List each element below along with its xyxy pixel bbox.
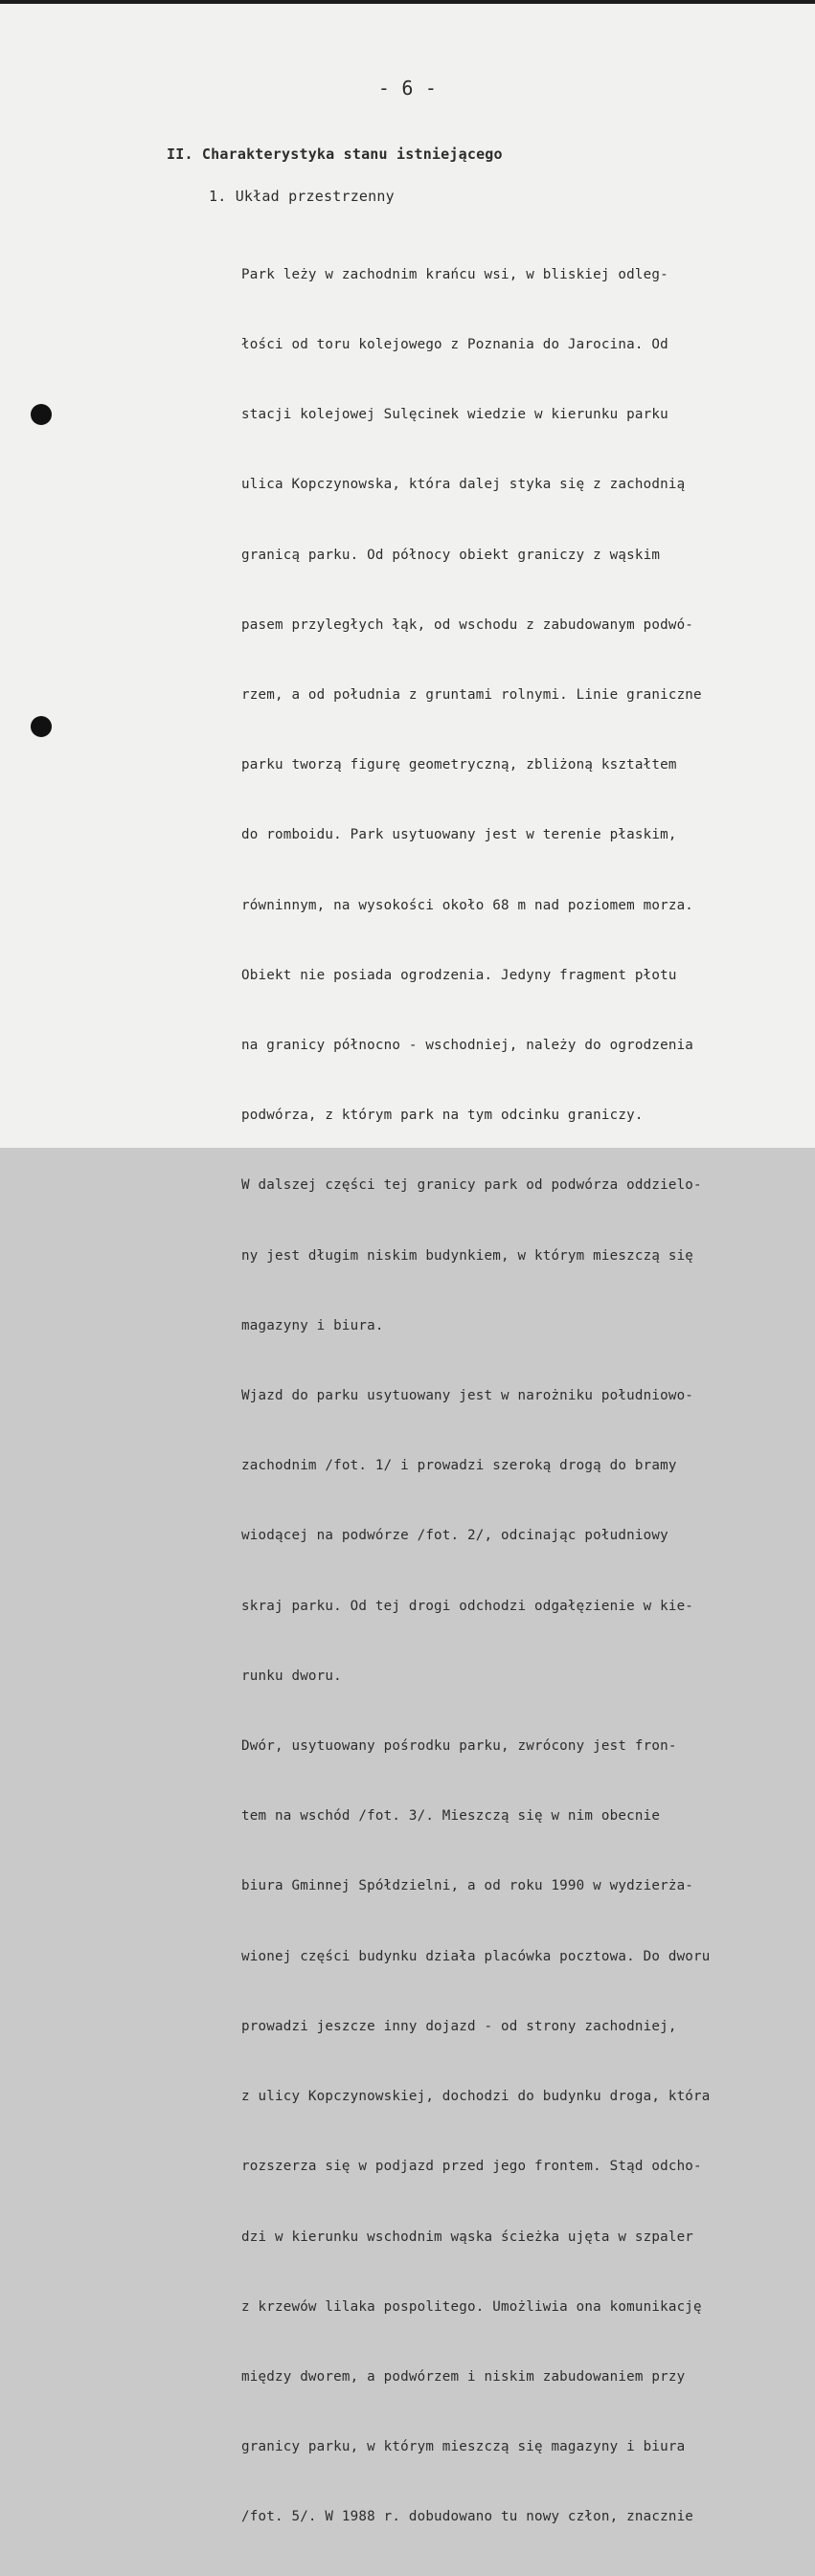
text-line: dzi w kierunku wschodnim wąska ścieżka ujęta w szpaler	[241, 2229, 694, 2245]
body-text	[241, 216, 797, 2576]
text-line: ny jest długim niskim budynkiem, w którym mieszczą się	[241, 1247, 694, 1264]
text-line: rzem, a od południa z gruntami rolnymi. Linie graniczne	[241, 687, 702, 704]
text-line: między dworem, a podwórzem i niskim zabudowaniem przy	[241, 2368, 686, 2385]
text-line: z krzewów lilaka pospolitego. Umożliwia ona komunikację	[241, 2298, 702, 2315]
text-line: Wjazd do parku usytuowany jest w narożniku południowo-	[241, 1388, 694, 1404]
text-line: biura Gminnej Spółdzielni, a od roku 1990 w wydzierża-	[241, 1878, 694, 1894]
text-line: runku dworu.	[241, 1668, 342, 1684]
text-line: prowadzi jeszcze inny dojazd - od strony zachodniej,	[241, 2018, 677, 2034]
text-line: łości od toru kolejowego z Poznania do Jarocina. Od	[241, 337, 668, 353]
text-line: parku tworzą figurę geometryczną, zbliżoną kształtem	[241, 757, 677, 773]
text-line: stacji kolejowej Sulęcinek wiedzie w kierunku parku	[241, 407, 668, 423]
text-line: wiodącej na podwórze /fot. 2/, odcinając południowy	[241, 1528, 668, 1544]
subsection-heading: 1. Układ przestrzenny	[209, 188, 395, 205]
text-line: Dwór, usytuowany pośrodku parku, zwrócony jest fron-	[241, 1738, 677, 1755]
text-line: granicy parku, w którym mieszczą się magazyny i biura	[241, 2439, 686, 2455]
text-line: magazyny i biura.	[241, 1317, 384, 1333]
page-number: - 6 -	[377, 77, 438, 100]
binder-hole-bottom	[31, 716, 52, 737]
text-line: Park leży w zachodnim krańcu wsi, w bliskiej odleg-	[241, 266, 668, 282]
text-line: /fot. 5/. W 1988 r. dobudowano tu nowy człon, znacznie	[241, 2509, 694, 2525]
text-line: zachodnim /fot. 1/ i prowadzi szeroką drogą do bramy	[241, 1458, 677, 1474]
text-line: tem na wschód /fot. 3/. Mieszczą się w nim obecnie	[241, 1808, 661, 1825]
text-line: do romboidu. Park usytuowany jest w terenie płaskim,	[241, 827, 677, 843]
text-line: W dalszej części tej granicy park od podwórza oddzielo-	[241, 1177, 702, 1194]
text-line: rozszerza się w podjazd przed jego frontem. Stąd odcho-	[241, 2159, 702, 2175]
text-line: granicą parku. Od północy obiekt graniczy z wąskim	[241, 547, 661, 563]
text-line: ulica Kopczynowska, która dalej styka się z zachodnią	[241, 477, 686, 493]
text-line: równinnym, na wysokości około 68 m nad poziomem morza.	[241, 897, 694, 913]
text-line: wionej części budynku działa placówka pocztowa. Do dworu	[241, 1948, 711, 1964]
text-line: podwórza, z którym park na tym odcinku graniczy.	[241, 1108, 644, 1124]
text-line: na granicy północno - wschodniej, należy do ogrodzenia	[241, 1038, 694, 1054]
binder-hole-top	[31, 404, 52, 425]
text-line: pasem przyległych łąk, od wschodu z zabudowanym podwó-	[241, 616, 694, 633]
section-heading: II. Charakterystyka stanu istniejącego	[167, 146, 503, 163]
text-line: z ulicy Kopczynowskiej, dochodzi do budynku droga, która	[241, 2089, 711, 2105]
text-line: skraj parku. Od tej drogi odchodzi odgałęzienie w kie-	[241, 1598, 694, 1614]
text-line: Obiekt nie posiada ogrodzenia. Jedyny fragment płotu	[241, 967, 677, 983]
